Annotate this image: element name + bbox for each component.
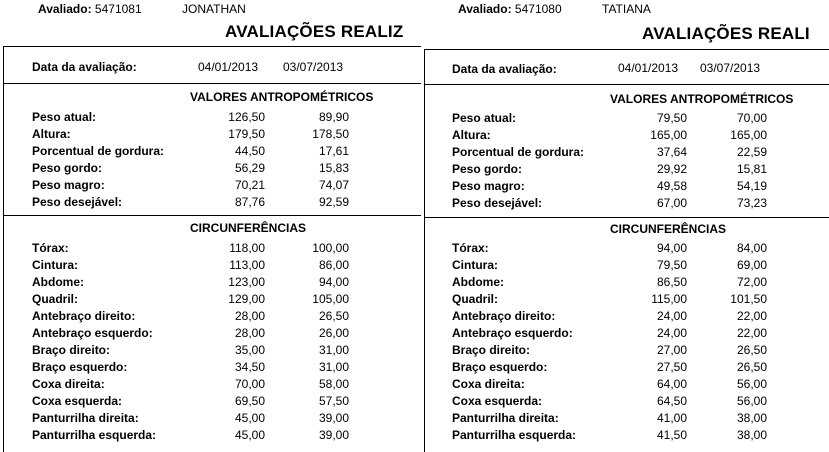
measure-value-date-1: 126,50 <box>228 110 265 124</box>
evaluation-date-2: 03/07/2013 <box>283 60 344 74</box>
measure-label: Coxa esquerda: <box>32 394 123 408</box>
measure-value-date-2: 26,00 <box>318 326 349 340</box>
report-panel-right <box>421 0 829 452</box>
measure-label: Tórax: <box>32 241 69 255</box>
measure-label: Cintura: <box>32 258 78 272</box>
measure-label: Panturrilha esquerda: <box>452 428 577 442</box>
measure-label: Panturrilha direita: <box>32 411 139 425</box>
measure-value-date-1: 41,50 <box>656 428 687 442</box>
measure-value-date-2: 74,07 <box>318 178 349 192</box>
measure-label: Quadril: <box>32 292 79 306</box>
measure-value-date-2: 58,00 <box>318 377 349 391</box>
measure-label: Antebraço direito: <box>32 309 136 323</box>
measure-value-date-2: 22,00 <box>736 326 767 340</box>
measure-value-date-2: 73,23 <box>736 196 767 210</box>
measure-label: Antebraço esquerdo: <box>32 326 153 340</box>
evaluation-date-2: 03/07/2013 <box>700 61 761 75</box>
evaluated-id: 5471081 <box>94 2 142 16</box>
measure-label: Tórax: <box>452 241 489 255</box>
measure-label: Altura: <box>32 127 71 141</box>
measure-label: Coxa direita: <box>32 377 105 391</box>
measure-value-date-1: 165,00 <box>650 128 687 142</box>
measure-value-date-2: 26,50 <box>736 360 767 374</box>
measure-label: Peso magro: <box>32 178 105 192</box>
measure-value-date-1: 44,50 <box>234 144 265 158</box>
measure-label: Porcentual de gordura: <box>32 144 165 158</box>
measure-value-date-1: 115,00 <box>651 292 687 306</box>
divider <box>4 215 421 216</box>
measure-label: Abdome: <box>32 275 84 289</box>
measure-value-date-2: 31,00 <box>318 343 349 357</box>
evaluated-id: 5471080 <box>514 2 562 16</box>
measure-value-date-2: 39,00 <box>318 428 349 442</box>
evaluation-date-1: 04/01/2013 <box>198 60 259 74</box>
measure-value-date-1: 27,00 <box>656 343 687 357</box>
measure-label: Braço direito: <box>452 343 531 357</box>
measure-value-date-1: 70,00 <box>234 377 265 391</box>
date-label: Data da avaliação: <box>452 62 557 76</box>
measure-value-date-2: 22,59 <box>736 145 767 159</box>
measure-label: Peso magro: <box>452 179 525 193</box>
section-title-circumferences: CIRCUNFERÊNCIAS <box>190 221 307 235</box>
section-title-anthropometric: VALORES ANTROPOMÉTRICOS <box>610 92 794 106</box>
measure-value-date-1: 94,00 <box>656 241 687 255</box>
measure-value-date-1: 28,00 <box>234 309 265 323</box>
measure-label: Cintura: <box>452 258 498 272</box>
measure-value-date-1: 45,00 <box>234 411 265 425</box>
measure-value-date-1: 179,50 <box>228 127 265 141</box>
divider <box>425 84 829 85</box>
measure-value-date-2: 100,00 <box>312 241 349 255</box>
measure-value-date-2: 105,00 <box>312 292 349 306</box>
report-box <box>424 49 829 452</box>
measure-label: Porcentual de gordura: <box>452 145 585 159</box>
measure-value-date-2: 26,50 <box>318 309 349 323</box>
measure-value-date-1: 56,29 <box>234 161 265 175</box>
measure-value-date-1: 118,00 <box>229 241 265 255</box>
measure-label: Abdome: <box>452 275 504 289</box>
measure-value-date-2: 26,50 <box>736 343 767 357</box>
report-title: AVALIAÇÕES REALI <box>642 24 810 43</box>
divider <box>4 83 421 84</box>
measure-label: Coxa esquerda: <box>452 394 543 408</box>
measure-value-date-1: 45,00 <box>234 428 265 442</box>
measure-value-date-2: 38,00 <box>736 411 767 425</box>
measure-label: Peso gordo: <box>452 162 523 176</box>
date-label: Data da avaliação: <box>32 60 137 74</box>
measure-label: Peso desejável: <box>32 195 123 209</box>
measure-label: Peso atual: <box>32 110 97 124</box>
measure-label: Quadril: <box>452 292 499 306</box>
measure-value-date-1: 27,50 <box>656 360 687 374</box>
measure-value-date-2: 84,00 <box>736 241 767 255</box>
measure-value-date-1: 28,00 <box>234 326 265 340</box>
measure-value-date-1: 123,00 <box>228 275 265 289</box>
measure-value-date-2: 94,00 <box>318 275 349 289</box>
measure-value-date-1: 79,50 <box>656 258 687 272</box>
measure-label: Braço esquerdo: <box>452 360 548 374</box>
section-title-circumferences: CIRCUNFERÊNCIAS <box>610 222 727 236</box>
measure-value-date-2: 72,00 <box>736 275 767 289</box>
section-title-anthropometric: VALORES ANTROPOMÉTRICOS <box>190 90 374 104</box>
measure-label: Braço direito: <box>32 343 111 357</box>
measure-value-date-1: 79,50 <box>656 111 687 125</box>
measure-value-date-2: 165,00 <box>730 128 767 142</box>
measure-value-date-1: 69,50 <box>234 394 265 408</box>
measure-value-date-2: 22,00 <box>736 309 767 323</box>
measure-value-date-1: 87,76 <box>234 195 265 209</box>
measure-value-date-2: 15,83 <box>318 161 349 175</box>
measure-value-date-1: 113,00 <box>229 258 265 272</box>
measure-value-date-1: 24,00 <box>656 309 687 323</box>
measure-label: Antebraço esquerdo: <box>452 326 573 340</box>
measure-value-date-2: 39,00 <box>318 411 349 425</box>
measure-value-date-1: 41,00 <box>656 411 687 425</box>
measure-value-date-1: 64,00 <box>656 377 687 391</box>
evaluated-name: TATIANA <box>602 2 651 16</box>
evaluated-header <box>458 2 651 16</box>
measure-label: Braço esquerdo: <box>32 360 128 374</box>
measure-value-date-2: 92,59 <box>318 195 349 209</box>
report-title: AVALIAÇÕES REALIZ <box>225 22 404 41</box>
measure-value-date-2: 56,00 <box>736 394 767 408</box>
measure-label: Coxa direita: <box>452 377 525 391</box>
measure-label: Antebraço direito: <box>452 309 556 323</box>
measure-value-date-2: 38,00 <box>736 428 767 442</box>
measure-value-date-2: 57,50 <box>318 394 349 408</box>
measure-value-date-1: 34,50 <box>234 360 265 374</box>
measure-value-date-1: 37,64 <box>656 145 687 159</box>
evaluated-label: Avaliado: <box>458 2 512 16</box>
evaluated-name: JONATHAN <box>182 2 246 16</box>
measure-value-date-2: 89,90 <box>318 110 349 124</box>
evaluated-label: Avaliado: <box>38 2 92 16</box>
measure-label: Peso gordo: <box>32 161 103 175</box>
measure-value-date-1: 35,00 <box>234 343 265 357</box>
measure-value-date-2: 178,50 <box>312 127 349 141</box>
measure-value-date-2: 15,81 <box>736 162 767 176</box>
measure-value-date-1: 24,00 <box>656 326 687 340</box>
measure-label: Panturrilha esquerda: <box>32 428 157 442</box>
measure-value-date-1: 49,58 <box>656 179 687 193</box>
measure-value-date-1: 86,50 <box>656 275 687 289</box>
measure-value-date-1: 129,00 <box>228 292 265 306</box>
measure-value-date-2: 101,50 <box>730 292 767 306</box>
measure-value-date-1: 70,21 <box>234 178 265 192</box>
measure-value-date-1: 29,92 <box>656 162 687 176</box>
divider <box>425 217 829 218</box>
measure-label: Peso atual: <box>452 111 517 125</box>
evaluation-date-1: 04/01/2013 <box>618 61 679 75</box>
measure-value-date-1: 67,00 <box>656 196 687 210</box>
measure-label: Altura: <box>452 128 491 142</box>
measure-value-date-2: 70,00 <box>736 111 767 125</box>
evaluated-header <box>38 2 246 16</box>
measure-value-date-2: 17,61 <box>318 144 349 158</box>
measure-value-date-1: 64,50 <box>656 394 687 408</box>
measure-value-date-2: 86,00 <box>318 258 349 272</box>
measure-label: Peso desejável: <box>452 196 543 210</box>
measure-value-date-2: 69,00 <box>736 258 767 272</box>
report-box <box>3 46 421 452</box>
measure-value-date-2: 54,19 <box>736 179 767 193</box>
measure-value-date-2: 31,00 <box>318 360 349 374</box>
measure-value-date-2: 56,00 <box>736 377 767 391</box>
measure-label: Panturrilha direita: <box>452 411 559 425</box>
